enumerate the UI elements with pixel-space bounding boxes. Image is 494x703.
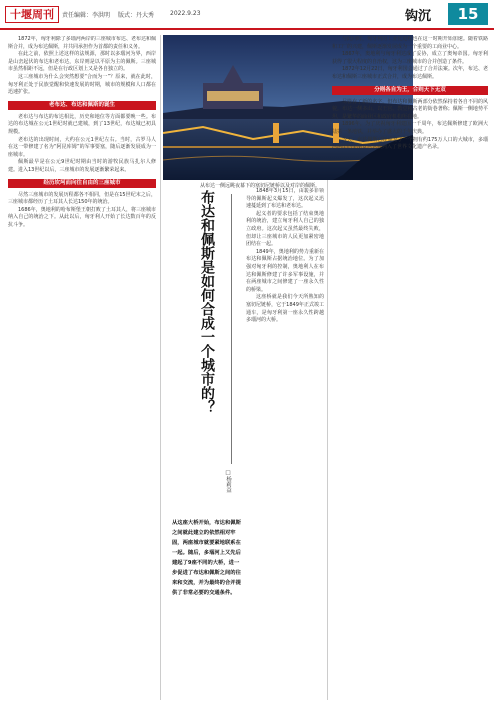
subheading: 分则各自为王，合则天下无双 (332, 86, 488, 95)
subheading: 经历坎坷而向往自由的三座城市 (8, 179, 156, 188)
column-left (8, 36, 156, 698)
paragraph: 1848年3月15日，由裴多菲领导的佩斯起义爆发了，这次起义迅速蔓延到了布达和老布达。 (246, 188, 324, 210)
paragraph: 尽然三座城市的发展历程都各不相同，但是在15世纪末之后，三座城市都经历了土耳其人长达150年的统治。 (8, 191, 156, 206)
paragraph: 老布达与布达的布达相比，历史和地位等方面都要晚一些。布达的布达城在公元1世纪时就已建城，到了13世纪，布达城已初具规模。 (8, 113, 156, 135)
paragraph: 1849年，奥地利的势力重新在布达和佩斯占据统治地位。为了加强对匈牙利的控制，奥地利人在布达和佩斯修建了许多军事设施，并在两座城市之间修建了一座永久性的桥梁。 (246, 248, 324, 293)
issue-date: 2022.9.23 (170, 10, 201, 17)
column-middle (246, 188, 324, 698)
paragraph: 在此之前，依照上述这样的法规源，那时以多瑙河为界，西岸是山峦起伏的布达和老布达，东岸则是以平原为主的佩斯。三座城市虽然相距不远，但是在行政区划上又是各自独立的。 (8, 51, 156, 73)
editor-credit: 责任编辑：李洪明 (62, 12, 111, 19)
paragraph: 佩斯最早是在公元9世纪时期由当时的游牧民族马扎尔人修建。进入13世纪以后，三座城市的发展逐渐繁荣起来。 (8, 159, 156, 173)
paragraph: 今天，布达佩斯已经成为了一个拥有约175万人口的大城市，多瑙河两岸的美丽景色也被列入了世界文化遗产名录。 (332, 136, 488, 151)
paragraph: 1867年，奥地利与匈牙利达成了妥协，成立了奥匈帝国。匈牙利获得了很大程度的自治权，这为三座城市的合并创造了条件。 (332, 51, 488, 65)
paragraph: 1872年，匈牙利除了多瑙河两岸的三座城市布达、老布达和佩斯合并，成为布达佩斯，并共同承担作为首都的责任和义务。 (8, 36, 156, 50)
paragraph: 1872年12月22日，匈牙利国会通过了合并法案。次年，布达、老布达和佩斯三座城市正式合并，成为布达佩斯。 (332, 66, 488, 80)
column-right (332, 36, 488, 698)
paragraph: 这三座城市为什么会突然想要“合而为一”？原来，就在此时，匈牙利正处于民族觉醒和快速发展的时期，城市的规模和人口都在迅速扩张。 (8, 73, 156, 96)
title-divider (231, 194, 232, 464)
page-number: 15 (448, 3, 488, 25)
paragraph: 起义者的要求包括了结束奥地利的统治，建立匈牙利人自己的独立政府。这次起义虽然最终失败，但却让三座城市的人民更加紧密地团结在一起。 (246, 210, 324, 248)
paragraph: 这座桥就是我们今天所熟知的塞切尼链桥，它于1849年正式竣工通车，是匈牙利第一座永久性跨越多瑙河的大桥。 (246, 294, 324, 324)
byline: □杨莉益 (225, 470, 231, 493)
paragraph: 尽管有了新的名字，但布达和佩斯两部分依然保持着各自不同的风貌。布达一侧多山，以王宫、教堂和古老的街巷著称；佩斯一侧地势平坦，是繁华的商业区和政府机构所在地。 (332, 98, 488, 120)
page-header (0, 0, 494, 30)
pull-quote: 从这座大桥开始，布达和佩斯之间就此建立的依然相对牢固，两座城市就要紧地联系在一起。随后，多瑙河上又先后建起了9座不同的大桥，进一步促进了布达和佩斯之间的往来和交流，并为最终的合并提供了非常必要的交通条件。 (172, 520, 241, 596)
newspaper-logo: 十堰周刊 (5, 6, 59, 23)
paragraph-group (8, 36, 156, 97)
paragraph: 老布达的出现时间，大约在公元1世纪左右。当时，古罗马人在这一带修建了名为“阿昆库姆”的军事要塞，随后逐渐发展成为一座城市。 (8, 136, 156, 158)
photo-caption: 从布达一侧远眺夜幕下的塞切尼链桥以及对岸的佩斯。 (200, 183, 321, 189)
designer-credit: 版式：丹大秀 (118, 12, 155, 19)
paragraph: 1686年，奥地利的哈布斯堡王朝打败了土耳其人，将三座城市纳入自己的统治之下。从此以后，匈牙利人开始了长达数百年的反抗斗争。 (8, 206, 156, 228)
paragraph: 与此同时，匈牙利的工业化进程也在这一时期开始加速。随着铁路和工厂的兴建，佩斯逐渐发展成为一个重要的工商业中心。 (332, 36, 488, 50)
paragraph: 1896年，为了庆祝匈牙利建国一千周年，布达佩斯修建了欧洲大陆第一条地铁，并举办了盛大的千年庆典。 (332, 121, 488, 135)
column-divider (160, 35, 161, 700)
section-name: 钩沉 (405, 9, 432, 24)
article-title: 布达和佩斯是如何合成一个城市的？ (199, 190, 215, 414)
subheading: 老布达、布达和佩斯的诞生 (8, 101, 156, 110)
